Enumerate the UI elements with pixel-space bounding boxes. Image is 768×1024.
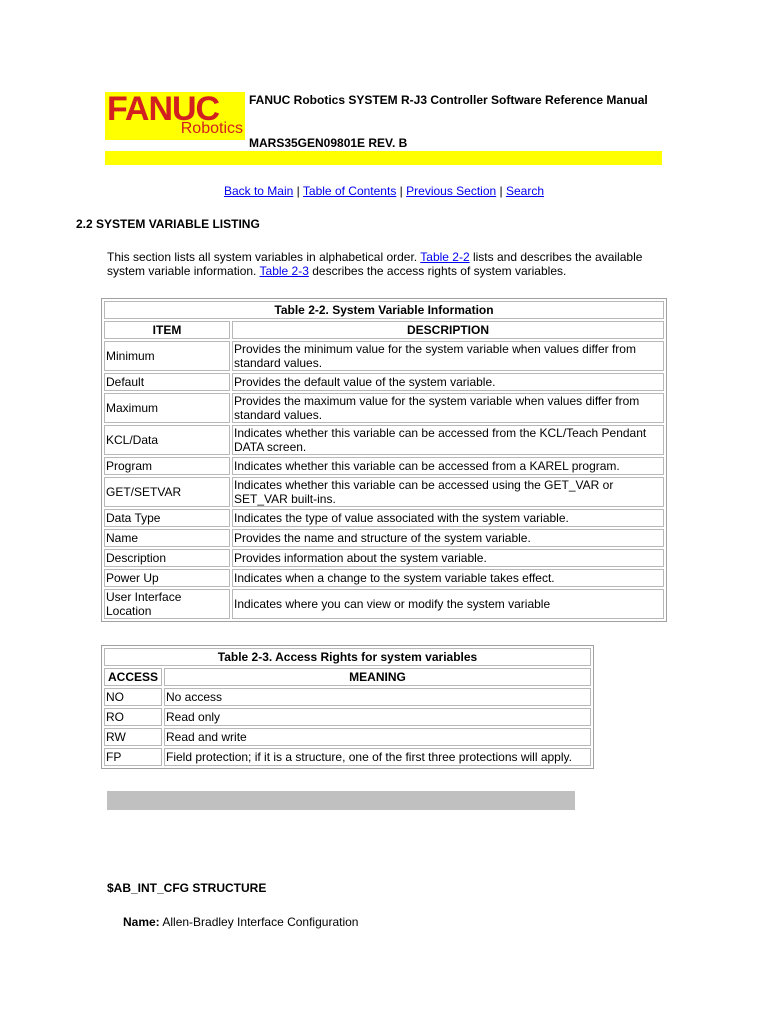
intro-text: describes the access rights of system variables. xyxy=(308,264,567,278)
logo-brand-text: FANUC xyxy=(107,90,220,128)
logo-sub-text: Robotics xyxy=(180,120,243,137)
table-cell-access: FP xyxy=(104,748,162,766)
nav-separator: | xyxy=(296,184,300,198)
name-label: Name: xyxy=(123,915,160,929)
table-row xyxy=(104,748,591,766)
table-cell-description: Provides the maximum value for the system variable when values differ from standard values. xyxy=(232,393,664,423)
table-of-contents-link[interactable]: Table of Contents xyxy=(302,184,397,198)
fanuc-robotics-logo xyxy=(105,92,245,140)
table-row xyxy=(104,425,664,455)
table-row xyxy=(104,569,664,587)
table-cell-item: Program xyxy=(104,457,230,475)
table-cell-item: User Interface Location xyxy=(104,589,230,619)
table-cell-item: Name xyxy=(104,529,230,547)
table-2-3-link[interactable]: Table 2-3 xyxy=(259,264,309,278)
table-row xyxy=(104,341,664,371)
table-cell-description: Indicates whether this variable can be accessed from the KCL/Teach Pendant DATA screen. xyxy=(232,425,664,455)
table-row xyxy=(104,688,591,706)
table-cell-item: Data Type xyxy=(104,509,230,527)
table-cell-description: Field protection; if it is a structure, one of the first three protections will apply. xyxy=(164,748,591,766)
table-row xyxy=(104,393,664,423)
column-header-item: ITEM xyxy=(104,321,230,339)
column-header-description: DESCRIPTION xyxy=(232,321,664,339)
column-header-access: ACCESS xyxy=(104,668,162,686)
table-row xyxy=(104,708,591,726)
intro-text: lists and describes the available system variable information. xyxy=(107,250,643,278)
table-cell-description: Indicates whether this variable can be accessed using the GET_VAR or SET_VAR built-ins. xyxy=(232,477,664,507)
table-cell-item: Default xyxy=(104,373,230,391)
table-cell-description: Read only xyxy=(164,708,591,726)
table-cell-description: Indicates where you can view or modify the system variable xyxy=(232,589,664,619)
intro-text: This section lists all system variables in alphabetical order. xyxy=(107,250,421,264)
table-cell-description: Provides the minimum value for the system variable when values differ from standard values. xyxy=(232,341,664,371)
table-cell-description: Indicates when a change to the system variable takes effect. xyxy=(232,569,664,587)
table-cell-item: GET/SETVAR xyxy=(104,477,230,507)
table-cell-description: Read and write xyxy=(164,728,591,746)
table-cell-access: NO xyxy=(104,688,162,706)
table-row xyxy=(104,728,591,746)
table-cell-description: Provides the default value of the system variable. xyxy=(232,373,664,391)
navigation-links xyxy=(0,184,768,198)
system-variable-info-table xyxy=(101,298,667,622)
table-cell-description: Provides the name and structure of the system variable. xyxy=(232,529,664,547)
section-divider-bar xyxy=(107,791,575,810)
document-code: MARS35GEN09801E REV. B xyxy=(249,136,408,150)
table-row xyxy=(104,529,664,547)
table-cell-description: Indicates the type of value associated with the system variable. xyxy=(232,509,664,527)
table-caption: Table 2-2. System Variable Information xyxy=(104,301,664,319)
table-cell-item: Power Up xyxy=(104,569,230,587)
table-cell-description: Indicates whether this variable can be accessed from a KAREL program. xyxy=(232,457,664,475)
table-row xyxy=(104,477,664,507)
back-to-main-link[interactable]: Back to Main xyxy=(223,184,294,198)
structure-heading: $AB_INT_CFG STRUCTURE xyxy=(107,881,267,895)
table-row xyxy=(104,549,664,567)
document-title: FANUC Robotics SYSTEM R-J3 Controller Software Reference Manual xyxy=(249,93,648,107)
section-intro xyxy=(107,250,667,278)
table-cell-access: RO xyxy=(104,708,162,726)
table-cell-access: RW xyxy=(104,728,162,746)
table-row xyxy=(104,373,664,391)
access-rights-table xyxy=(101,645,594,769)
table-caption: Table 2-3. Access Rights for system variables xyxy=(104,648,591,666)
header-divider-bar xyxy=(105,151,662,165)
nav-separator: | xyxy=(399,184,403,198)
table-row xyxy=(104,457,664,475)
previous-section-link[interactable]: Previous Section xyxy=(406,184,497,198)
table-row xyxy=(104,509,664,527)
section-heading: 2.2 SYSTEM VARIABLE LISTING xyxy=(76,217,260,231)
table-2-2-link[interactable]: Table 2-2 xyxy=(420,250,470,264)
table-row xyxy=(104,589,664,619)
table-cell-item: KCL/Data xyxy=(104,425,230,455)
search-link[interactable]: Search xyxy=(506,184,545,198)
table-cell-item: Maximum xyxy=(104,393,230,423)
table-cell-description: No access xyxy=(164,688,591,706)
table-cell-item: Description xyxy=(104,549,230,567)
name-value: Allen-Bradley Interface Configuration xyxy=(159,915,359,929)
structure-name-line xyxy=(123,915,358,929)
table-cell-description: Provides information about the system variable. xyxy=(232,549,664,567)
nav-separator: | xyxy=(499,184,503,198)
column-header-meaning: MEANING xyxy=(164,668,591,686)
table-cell-item: Minimum xyxy=(104,341,230,371)
